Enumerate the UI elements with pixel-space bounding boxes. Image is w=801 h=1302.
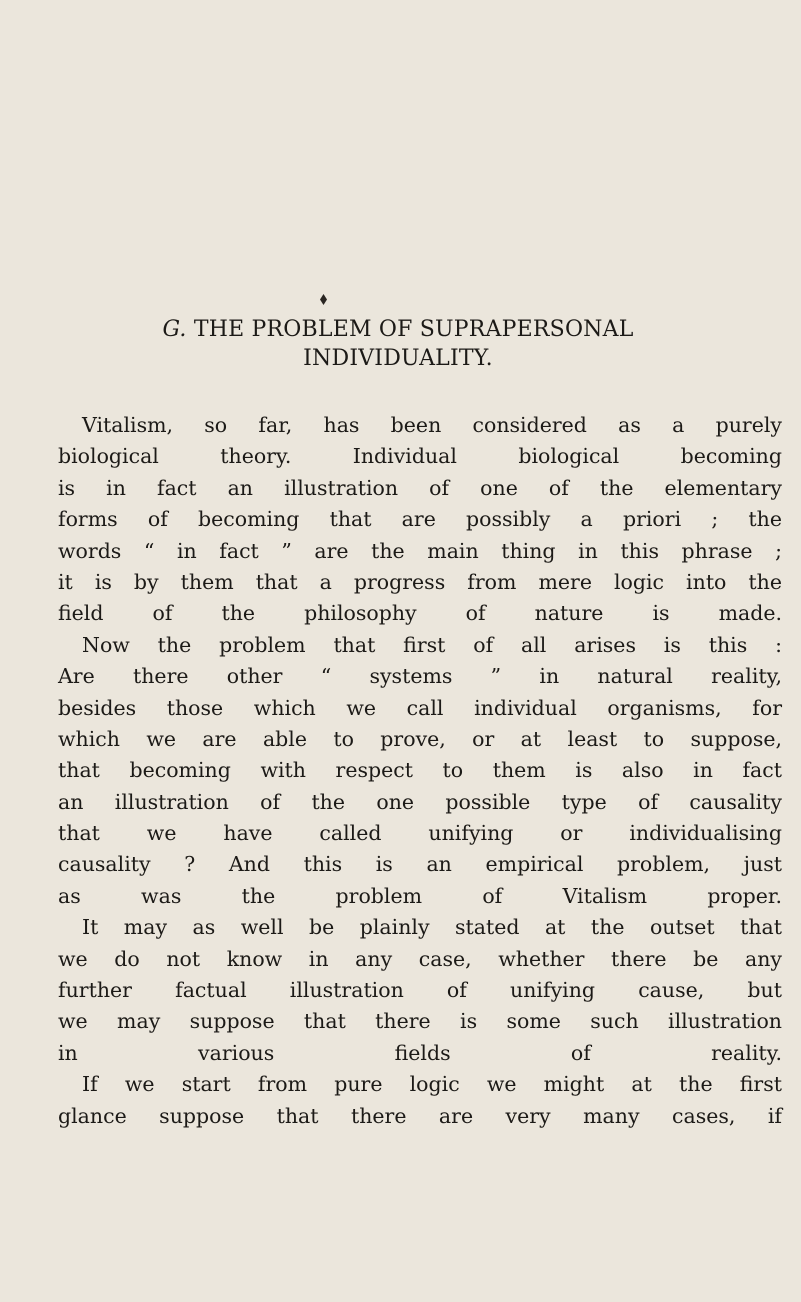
text-line: further factual illustration of unifying cause, but [58, 978, 782, 1003]
text-line: Vitalism, so far, has been considered as a purely [82, 413, 782, 437]
text-line: forms of becoming that are possibly a priori ; the [58, 507, 782, 532]
text-line: as was the problem of Vitalism proper. [58, 883, 782, 908]
body-text [58, 410, 782, 1132]
text-line: we do not know in any case, whether there be any [58, 946, 782, 971]
text-line: an illustration of the one possible type of causality [58, 789, 782, 814]
text-line: we may suppose that there is some such illustration [58, 1009, 782, 1034]
text-line: causality ? And this is an empirical problem, just [58, 852, 782, 877]
text-line: which we are able to prove, or at least to suppose, [58, 726, 782, 751]
section-title-part-1: THE PROBLEM OF SUPRAPERSONAL [186, 317, 634, 342]
text-line: it is by them that a progress from mere logic into the [58, 569, 782, 594]
text-line: It may as well be plainly stated at the outset that [82, 915, 782, 940]
text-line: words “ in fact ” are the main thing in this phrase ; [58, 538, 782, 563]
text-line: Now the problem that first of all arises is this : [82, 632, 782, 657]
diamond-ornament-icon [320, 294, 327, 305]
text-line: that becoming with respect to them is also in fact [58, 758, 782, 783]
text-line: that we have called unifying or individualising [58, 821, 782, 846]
section-letter: G. [162, 317, 187, 342]
text-line: field of the philosophy of nature is made. [58, 601, 782, 626]
text-line: Are there other “ systems ” in natural reality, [58, 664, 782, 689]
text-line: biological theory. Individual biological becoming [58, 444, 782, 469]
text-line: glance suppose that there are very many cases, if [58, 1103, 782, 1128]
text-line: If we start from pure logic we might at the first [82, 1072, 782, 1097]
text-line: is in fact an illustration of one of the elementary [58, 475, 782, 500]
section-heading-line-1 [40, 317, 756, 342]
text-line: in various fields of reality. [58, 1040, 782, 1065]
text-line: besides those which we call individual organisms, for [58, 695, 782, 720]
section-heading-line-2: INDIVIDUALITY. [303, 346, 493, 371]
